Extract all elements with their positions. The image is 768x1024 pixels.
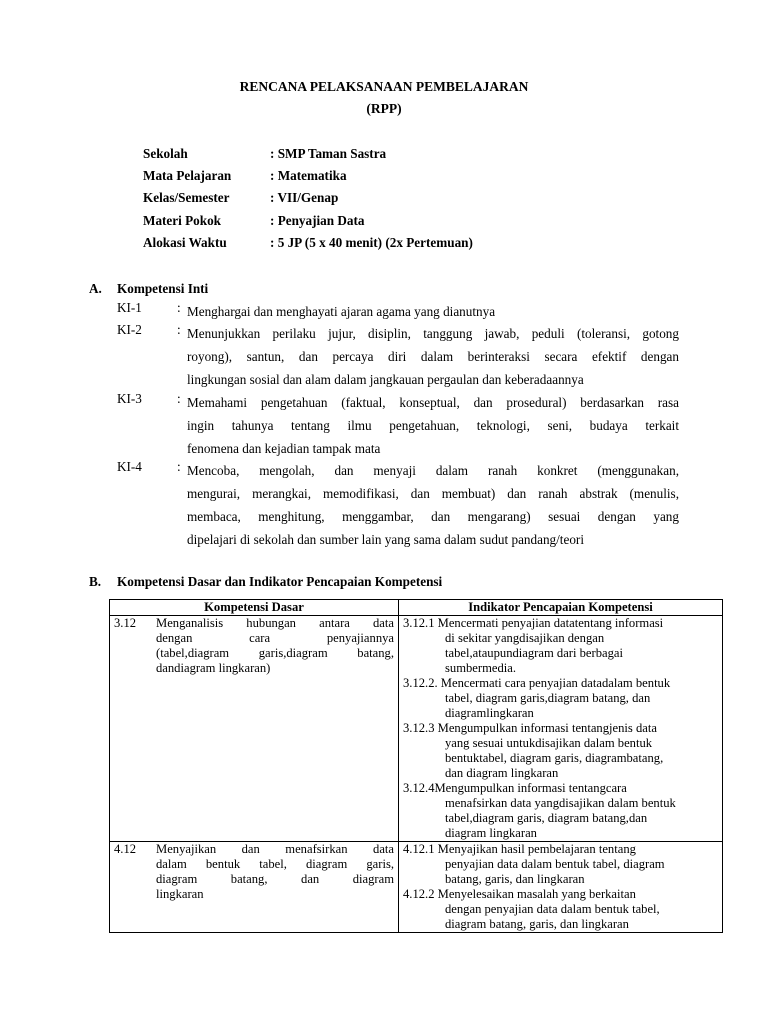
indicator-line: 4.12.2 Menyelesaikan masalah yang berkaitan	[403, 887, 636, 901]
kd-line: dandiagram lingkaran)	[156, 661, 271, 675]
header-basic-competency: Kompetensi Dasar	[110, 600, 399, 616]
indicator-line: 3.12.1 Mencermati penyajian datatentang informasi	[403, 616, 664, 630]
indicator-item	[403, 887, 718, 932]
section-letter: A.	[89, 281, 102, 296]
indicator-line: diagramlingkaran	[445, 706, 534, 720]
ki-colon: :	[177, 300, 181, 315]
identity-value: : 5 JP (5 x 40 menit) (2x Pertemuan)	[270, 235, 473, 250]
kd-line: lingkaran	[156, 887, 204, 901]
indicator-cell	[399, 616, 723, 842]
ki-line: dipelajari di sekolah dan sumber lain yang sama dalam sudut pandang/teori	[187, 532, 584, 547]
table-header-row	[110, 600, 723, 616]
indicator-line: tabel, diagram garis,diagram batang, dan	[445, 691, 651, 705]
indicator-cell	[399, 842, 723, 933]
indicator-item	[403, 676, 718, 721]
indicator-line: 3.12.3 Mengumpulkan informasi tentangjenis data	[403, 721, 657, 735]
ki-code: KI-4	[117, 459, 142, 474]
section-letter: B.	[89, 574, 102, 589]
identity-label: Mata Pelajaran	[143, 168, 232, 183]
ki-text	[187, 391, 679, 460]
section-a-heading	[89, 281, 208, 297]
indicator-line: bentuktabel, diagram garis, diagrambatang,	[445, 751, 664, 765]
identity-value: : VII/Genap	[270, 190, 339, 205]
ki-text	[187, 459, 679, 551]
ki-code: KI-1	[117, 300, 142, 315]
table-row	[110, 616, 723, 842]
identity-label: Materi Pokok	[143, 213, 222, 228]
ki-line: Menghargai dan menghayati ajaran agama yang dianutnya	[187, 304, 496, 319]
indicator-item	[403, 616, 718, 676]
kd-item	[114, 616, 394, 676]
indicator-line: tabel,ataupundiagram dari berbagai	[445, 646, 623, 660]
identity-label: Alokasi Waktu	[143, 235, 227, 250]
indicator-line: penyajian data dalam bentuk tabel, diagram	[445, 857, 665, 871]
kd-line: diagram batang, dan diagram	[156, 872, 394, 886]
kd-line: dalam bentuk tabel, diagram garis,	[156, 857, 394, 871]
kd-line: Menyajikan dan menafsirkan data	[156, 842, 394, 856]
identity-label: Sekolah	[143, 146, 188, 161]
ki-line: fenomena dan kejadian tampak mata	[187, 441, 381, 456]
ki-line: royong), santun, dan percaya diri dalam berinteraksi secara efektif dengan	[187, 349, 679, 364]
table-row	[110, 842, 723, 933]
identity-value: : SMP Taman Sastra	[270, 146, 387, 161]
indicator-line: di sekitar yangdisajikan dengan	[445, 631, 605, 645]
indicator-line: dengan penyajian data dalam bentuk tabel,	[445, 902, 660, 916]
indicator-line: yang sesuai untukdisajikan dalam bentuk	[445, 736, 653, 750]
section-title: Kompetensi Dasar dan Indikator Pencapaian Kompetensi	[117, 574, 443, 589]
document-subtitle: (RPP)	[366, 101, 402, 116]
indicator-item	[403, 781, 718, 841]
ki-colon: :	[177, 322, 181, 337]
kd-line: (tabel,diagram garis,diagram batang,	[156, 646, 394, 660]
identity-value: : Matematika	[270, 168, 347, 183]
indicator-item	[403, 842, 718, 887]
ki-code: KI-3	[117, 391, 142, 406]
indicator-line: diagram batang, garis, dan lingkaran	[445, 917, 629, 931]
section-title: Kompetensi Inti	[117, 281, 209, 296]
kd-cell	[110, 616, 399, 842]
kd-text	[156, 842, 394, 902]
ki-line: membaca, menghitung, menggambar, dan mengarang) sesuai dengan yang	[187, 509, 679, 524]
document-title: RENCANA PELAKSANAAN PEMBELAJARAN	[239, 79, 529, 94]
kd-line: dengan cara penyajiannya	[156, 631, 394, 645]
identity-label: Kelas/Semester	[143, 190, 230, 205]
indicator-item	[403, 721, 718, 781]
indicator-line: 3.12.4Mengumpulkan informasi tentangcara	[403, 781, 627, 795]
indicator-line: dan diagram lingkaran	[445, 766, 559, 780]
ki-text	[187, 300, 679, 323]
indicator-line: menafsirkan data yangdisajikan dalam bentuk	[445, 796, 676, 810]
header-indicators: Indikator Pencapaian Kompetensi	[399, 600, 723, 616]
kd-text	[156, 616, 394, 676]
indicator-line: diagram lingkaran	[445, 826, 537, 840]
indicator-line: batang, garis, dan lingkaran	[445, 872, 585, 886]
ki-line: Mencoba, mengolah, dan menyaji dalam ranah konkret (menggunakan,	[187, 463, 679, 478]
ki-line: Memahami pengetahuan (faktual, konseptual, dan prosedural) berdasarkan rasa	[187, 395, 679, 410]
kd-item	[114, 842, 394, 902]
kd-line: Menganalisis hubungan antara data	[156, 616, 394, 630]
ki-line: ingin tahunya tentang ilmu pengetahuan, teknologi, seni, budaya terkait	[187, 418, 679, 433]
kd-number: 4.12	[114, 842, 137, 856]
kd-number: 3.12	[114, 616, 137, 630]
ki-line: lingkungan sosial dan alam dalam jangkauan pergaulan dan keberadaannya	[187, 372, 584, 387]
ki-text	[187, 322, 679, 391]
ki-colon: :	[177, 459, 181, 474]
identity-value: : Penyajian Data	[270, 213, 365, 228]
ki-code: KI-2	[117, 322, 142, 337]
indicator-line: tabel,diagram garis, diagram batang,dan	[445, 811, 648, 825]
ki-line: mengurai, merangkai, memodifikasi, dan membuat) dan ranah abstrak (menulis,	[187, 486, 679, 501]
kd-cell	[110, 842, 399, 933]
indicator-line: sumbermedia.	[445, 661, 516, 675]
section-b-heading	[89, 574, 442, 590]
indicator-line: 3.12.2. Mencermati cara penyajian datadalam bentuk	[403, 676, 671, 690]
competency-table	[109, 599, 723, 933]
ki-colon: :	[177, 391, 181, 406]
ki-line: Menunjukkan perilaku jujur, disiplin, tanggung jawab, peduli (toleransi, gotong	[187, 326, 679, 341]
indicator-line: 4.12.1 Menyajikan hasil pembelajaran tentang	[403, 842, 636, 856]
